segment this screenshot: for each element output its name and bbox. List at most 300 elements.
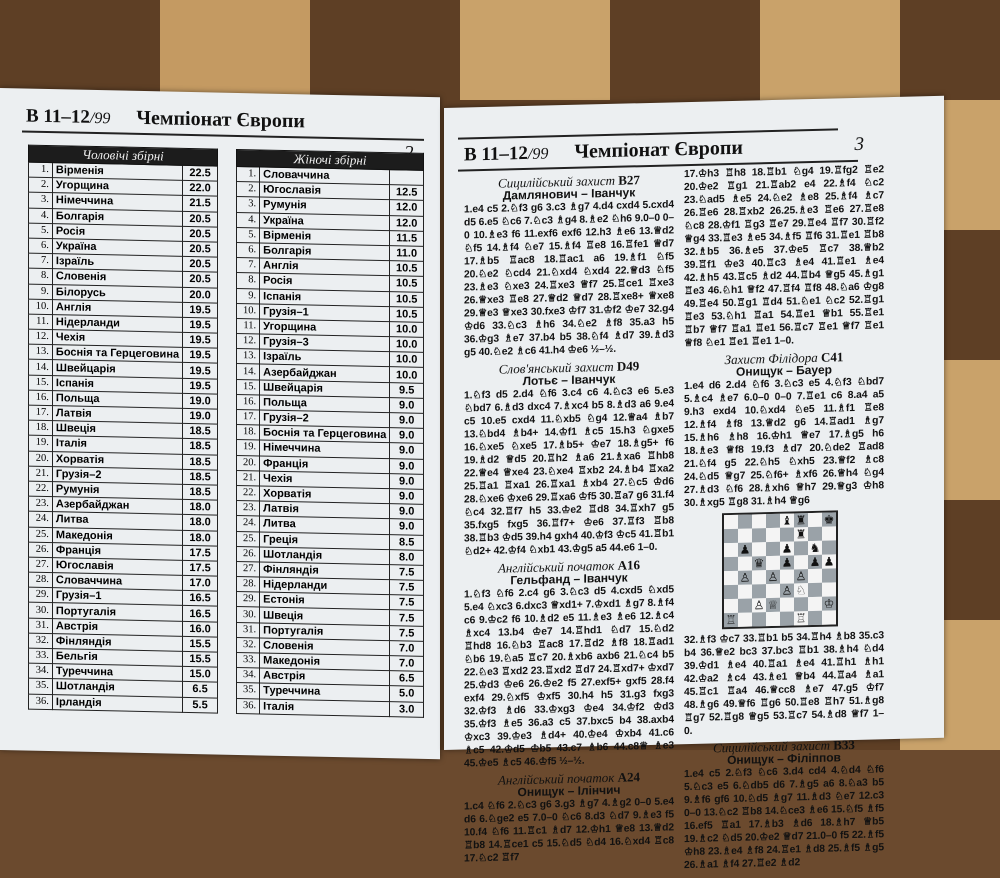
rank-cell: 35.: [237, 683, 260, 699]
country-cell: Фінляндія: [260, 562, 390, 580]
points-cell: [390, 170, 424, 186]
points-cell: 9.0: [390, 504, 424, 520]
board-square: [724, 557, 738, 571]
points-cell: 6.5: [183, 682, 218, 698]
rank-cell: 33.: [237, 652, 260, 668]
country-cell: Румунія: [52, 482, 182, 500]
rank-cell: 30.: [237, 607, 260, 623]
country-cell: Німеччина: [260, 440, 390, 458]
points-cell: 5.5: [183, 697, 218, 713]
rank-cell: 16.: [237, 394, 260, 410]
points-cell: 7.5: [390, 625, 424, 641]
board-square: [822, 540, 836, 554]
board-square: ♖: [725, 612, 737, 628]
game-players: Онищук – Бауер: [736, 362, 832, 379]
rank-cell: 21.: [237, 470, 260, 486]
women-standings-table: [236, 149, 424, 718]
rank-cell: 28.: [29, 572, 53, 588]
points-cell: 9.0: [390, 458, 424, 474]
country-cell: Італія: [260, 699, 390, 717]
rank-cell: 15.: [237, 379, 260, 395]
rank-cell: 11.: [237, 318, 260, 334]
rank-cell: 17.: [237, 409, 260, 425]
country-cell: Білорусь: [52, 284, 182, 302]
rank-cell: 2.: [237, 182, 260, 198]
points-cell: 16.0: [183, 621, 218, 637]
opening-name: Англійський початок A24: [497, 769, 641, 788]
men-standings-table: [28, 145, 218, 714]
country-cell: Литва: [260, 516, 390, 534]
points-cell: 22.0: [183, 181, 218, 197]
board-square: ♟: [823, 554, 835, 569]
points-cell: 7.5: [390, 565, 424, 581]
background-wood-square: [460, 0, 610, 100]
game-players: Онищук – Філіппов: [727, 750, 841, 768]
country-cell: Словенія: [260, 638, 390, 656]
opening-name: Слов'янський захист D49: [498, 358, 640, 377]
points-cell: 9.0: [390, 489, 424, 505]
men-table-heading: Чоловічі збірні: [29, 145, 218, 166]
rank-cell: 27.: [237, 561, 260, 577]
points-cell: 15.0: [183, 667, 218, 683]
rank-cell: 1.: [29, 162, 53, 178]
country-cell: Грузія–1: [52, 588, 182, 606]
board-square: [738, 612, 752, 626]
rank-cell: 13.: [237, 349, 260, 365]
country-cell: Шотландія: [260, 547, 390, 565]
board-square: [724, 515, 738, 529]
board-square: ♙: [739, 570, 751, 585]
game-moves: 1.e4 c5 2.♘f3 g6 3.c3 ♗g7 4.d4 cxd4 5.cxd4 d5 6.e5 ♘c6 7.♘c3 ♗g4 8.♗e2 ♘h6 9.0–0 0–0 10.♗e3 f6 11.exf6 exf6 12.h3 ♗e6 13.♕d2 ♘f5 14.♗f4 ♘e7 15.♗f4 ♖e8 16.♖fe1 ♕d7 17.♗b5 ♖ac8 18.♖ac1 a6 19.♗f1 ♘f5 20.♘e2 ♘cd4 21.♘xd4 ♘xd4 22.♕d3 ♘f5 23.♗e3 ♘xe3 24.♖xe3 ♕f7 25.♖ce1 ♖xe3 26.♕xe3 ♖e8 27.♕d2 ♕d7 28.♖xe8+ ♕xe8 29.♕e3 ♕xe3 30.fxe3 ♔f7 31.♔f2 ♔e7 32.g4 ♔d6 33.♘c3 ♗h6 34.♘e2 ♗f8 35.a3 h5 36.♔g3 ♗e7 37.b4 b5 38.♘f4 ♗d7 39.♗d3 g5 40.♘e2 ♗c6 41.h4 ♔e6 ½–½.: [464, 199, 674, 359]
rank-cell: 25.: [237, 531, 260, 547]
country-cell: Іспанія: [52, 375, 182, 393]
board-square: [808, 611, 822, 625]
country-cell: Вірменія: [260, 228, 390, 246]
country-cell: Австрія: [260, 668, 390, 686]
country-cell: Швейцарія: [260, 380, 390, 398]
rank-cell: 7.: [237, 258, 260, 274]
board-square: ♟: [809, 554, 821, 570]
opening-name: Англійський початок A16: [497, 557, 641, 576]
country-cell: Латвія: [52, 406, 182, 424]
board-square: [724, 585, 738, 599]
points-cell: 18.5: [183, 424, 218, 440]
points-cell: 5.0: [390, 686, 424, 702]
rank-cell: 20.: [29, 451, 53, 467]
women-table-heading: Жіночі збірні: [237, 149, 424, 170]
board-square: ♟: [781, 555, 793, 570]
country-cell: Швеція: [260, 607, 390, 625]
game-moves: 17.♔h3 ♖h8 18.♖b1 ♘g4 19.♖fg2 ♖e2 20.♔e2 ♖g1 21.♖ab2 e4 22.♗f4 ♘c2 23.♘ad5 ♗e5 24.♘e2 ♗e8 25.♗f4 ♗c7 26.♖e6 28.♖xb2 26.25.♗e3 ♖e6 27.♖e8 ♘c8 28.♔f1 ♖g3 ♖e7 29.♖e4 ♖f7 30.♖f2 ♕g4 33.♖e3 ♗e5 34.♗f5 ♖f6 31.♖e1 ♖b8 32.♗b5 36.♗e5 37.♔e5 ♖c7 38.♕b2 39.♖f1 ♔e3 40.♖c3 ♗e4 41.♖e1 ♗e4 42.♗h5 43.♖c5 ♗d2 44.♖b4 ♕g5 45.♗g1 ♖e3 46.♘h1 ♕f2 47.♖f4 ♖f8 48.♘a6 ♔g8 49.♖e4 50.♖g1 ♖d4 51.♘e1 ♘c2 52.♖g1 ♖e3 53.♘h1 ♖a1 54.♖e1 ♕b1 55.♖e1 ♖b7 ♕f7 ♖a1 ♖e1 56.♖c7 ♖e1 ♕f7 ♖e1 ♕f8 ♘e1 ♖e1 ♖e1 1–0.: [684, 164, 884, 350]
points-cell: 20.5: [183, 241, 218, 257]
rank-cell: 9.: [237, 288, 260, 304]
rank-cell: 6.: [29, 238, 53, 254]
country-cell: Хорватія: [52, 451, 182, 469]
board-square: [724, 599, 738, 613]
country-cell: Польща: [52, 390, 182, 408]
game-players: Онищук – Ілінчич: [517, 782, 621, 800]
country-cell: Азербайджан: [260, 364, 390, 382]
points-cell: 20.5: [183, 211, 218, 227]
rank-cell: 14.: [237, 364, 260, 380]
country-cell: Англія: [260, 258, 390, 276]
points-cell: 9.0: [390, 443, 424, 459]
country-cell: Словаччина: [260, 167, 390, 185]
points-cell: 18.5: [183, 454, 218, 470]
games-column-right: [684, 163, 884, 872]
board-square: [724, 571, 738, 585]
country-cell: Туреччина: [52, 664, 182, 682]
rank-cell: 36.: [237, 698, 260, 714]
points-cell: 10.5: [390, 291, 424, 307]
rank-cell: 29.: [29, 587, 53, 603]
page-title: Чемпіонат Європи: [136, 106, 305, 133]
left-page: [0, 88, 440, 759]
board-square: [752, 584, 766, 598]
country-cell: Болгарія: [52, 208, 182, 226]
points-cell: 9.0: [390, 413, 424, 429]
country-cell: Хорватія: [260, 486, 390, 504]
board-square: ♟: [781, 541, 793, 556]
country-cell: Шотландія: [52, 679, 182, 697]
points-cell: 20.5: [183, 226, 218, 242]
points-cell: 9.0: [390, 473, 424, 489]
country-cell: Естонія: [260, 592, 390, 610]
points-cell: 18.0: [183, 530, 218, 546]
country-cell: Франція: [260, 456, 390, 474]
background-wood-square: [160, 0, 310, 95]
country-cell: Болгарія: [260, 243, 390, 261]
country-cell: Швейцарія: [52, 360, 182, 378]
points-cell: 7.0: [390, 656, 424, 672]
rank-cell: 3.: [237, 197, 260, 213]
rank-cell: 34.: [29, 663, 53, 679]
board-square: [724, 529, 738, 543]
rank-cell: 3.: [29, 192, 53, 208]
country-cell: Туреччина: [260, 683, 390, 701]
country-cell: Австрія: [52, 618, 182, 636]
opening-name: Сицилійський захист B33: [713, 736, 855, 756]
country-cell: Греція: [260, 531, 390, 549]
rank-cell: 23.: [29, 496, 53, 512]
board-square: ♜: [795, 513, 807, 528]
rank-cell: 35.: [29, 678, 53, 694]
country-cell: Боснія та Герцеговина: [52, 345, 182, 363]
rank-cell: 1.: [237, 166, 260, 182]
rank-cell: 33.: [29, 648, 53, 664]
rank-cell: 34.: [237, 668, 260, 684]
points-cell: 22.5: [183, 165, 218, 181]
country-cell: Македонія: [260, 653, 390, 671]
country-cell: Македонія: [52, 527, 182, 545]
country-cell: Польща: [260, 395, 390, 413]
points-cell: 12.5: [390, 185, 424, 201]
chess-diagram: [722, 510, 838, 629]
rank-cell: 28.: [237, 577, 260, 593]
points-cell: 9.0: [390, 428, 424, 444]
country-cell: Німеччина: [52, 193, 182, 211]
rank-cell: 11.: [29, 314, 53, 330]
points-cell: 16.5: [183, 606, 218, 622]
points-cell: 18.5: [183, 484, 218, 500]
country-cell: Угорщина: [260, 319, 390, 337]
country-cell: Словенія: [52, 269, 182, 287]
board-square: ♖: [795, 611, 807, 626]
rank-cell: 30.: [29, 603, 53, 619]
rank-cell: 10.: [237, 303, 260, 319]
rank-cell: 19.: [29, 435, 53, 451]
country-cell: Ізраїль: [52, 254, 182, 272]
rank-cell: 5.: [29, 223, 53, 239]
board-square: [738, 514, 752, 528]
rank-cell: 26.: [29, 542, 53, 558]
board-square: ♕: [767, 597, 779, 613]
points-cell: 10.5: [390, 306, 424, 322]
points-cell: 10.0: [390, 337, 424, 353]
board-square: [738, 556, 752, 570]
rank-cell: 7.: [29, 253, 53, 269]
points-cell: 9.0: [390, 397, 424, 413]
points-cell: 10.0: [390, 367, 424, 383]
board-square: ♔: [823, 596, 835, 611]
board-square: [766, 612, 780, 626]
points-cell: 19.5: [183, 363, 218, 379]
game-players: Дамлянович – Іванчук: [502, 185, 636, 203]
table-row: [29, 694, 218, 713]
points-cell: 17.5: [183, 560, 218, 576]
country-cell: Ізраїль: [260, 349, 390, 367]
points-cell: 9.0: [390, 519, 424, 535]
rank-cell: 13.: [29, 344, 53, 360]
country-cell: Грузія–2: [260, 410, 390, 428]
board-square: [752, 528, 766, 542]
game-moves: 1.e4 d6 2.d4 ♘f6 3.♘c3 e5 4.♘f3 ♘bd7 5.♗c4 ♗e7 6.0–0 0–0 7.♖e1 c6 8.a4 a5 9.h3 exd4 10.♘xd4 ♘e5 11.♗f1 ♖e8 12.♗f4 ♗f8 13.♕d2 g6 14.♖ad1 ♗g7 15.♗h6 ♗h8 16.♔h1 ♕e7 17.♗g5 h6 18.♗e3 ♕f8 19.f3 ♗d7 20.♘de2 ♖ad8 21.♘f4 g5 22.♘h5 ♘xh5 23.♕f2 ♗c8 24.♘d5 ♕g7 25.♘f6+ ♗xf6 26.♕h4 ♘g4 27.♗d3 ♘f6 28.♗xh6 ♕h7 29.♕g3 ♔h8 30.♗xg5 ♖g8 31.♗h4 ♕g6: [684, 376, 884, 510]
country-cell: Югославія: [52, 557, 182, 575]
rank-cell: 2.: [29, 177, 53, 193]
points-cell: 19.0: [183, 393, 218, 409]
points-cell: 8.5: [390, 534, 424, 550]
points-cell: 10.0: [390, 322, 424, 338]
board-square: [794, 555, 808, 569]
rank-cell: 16.: [29, 390, 53, 406]
points-cell: 15.5: [183, 636, 218, 652]
board-square: [780, 611, 794, 625]
opening-name: Захист Філідора C41: [724, 349, 844, 368]
rank-cell: 32.: [237, 637, 260, 653]
board-square: ♙: [753, 598, 765, 613]
points-cell: 9.5: [390, 382, 424, 398]
points-cell: 18.0: [183, 515, 218, 531]
board-square: [766, 514, 780, 528]
points-cell: 19.5: [183, 348, 218, 364]
rank-cell: 18.: [29, 420, 53, 436]
country-cell: Чехія: [52, 330, 182, 348]
game-moves: 32.♗f3 ♔c7 33.♖b1 b5 34.♖h4 ♗b8 35.c3 b4 36.♕e2 bc3 37.bc3 ♖b1 38.♗h4 ♘d4 39.♔d1 ♗e4 40.♖a1 ♗e4 41.♖h1 ♗h1 42.♔a2 ♗c4 43.♗e1 ♕b4 44.♖a4 ♗a1 45.♖c1 ♖a4 46.♕cc8 ♗e7 47.g5 ♔f7 48.♗g6 49.♕f6 ♖g6 50.♖e8 ♖h7 51.♗g8 ♖g7 52.♖g8 ♕g5 53.♖c7 54.♗d8 ♕f7 1–0.: [684, 630, 884, 738]
board-square: [752, 612, 766, 626]
country-cell: Росія: [260, 273, 390, 291]
country-cell: Нідерланди: [52, 314, 182, 332]
rank-cell: 26.: [237, 546, 260, 562]
country-cell: Латвія: [260, 501, 390, 519]
country-cell: Іспанія: [260, 288, 390, 306]
page-title: Чемпіонат Європи: [574, 136, 743, 163]
points-cell: 18.5: [183, 439, 218, 455]
points-cell: 10.5: [390, 276, 424, 292]
board-square: [794, 597, 808, 611]
points-cell: 20.5: [183, 256, 218, 272]
rank-cell: 12.: [237, 334, 260, 350]
country-cell: Україна: [52, 239, 182, 257]
board-square: [752, 570, 766, 584]
country-cell: Португалія: [260, 623, 390, 641]
game-moves: 1.♘f3 d5 2.d4 ♘f6 3.c4 c6 4.♘c3 e6 5.e3 ♘bd7 6.♗d3 dxc4 7.♗xc4 b5 8.♗d3 a6 9.e4 c5 10.e5 cxd4 11.♘xb5 ♘g4 12.♕a4 ♗b7 13.♘bd4 ♗b4+ 14.♔f1 ♗c5 15.h3 ♘gxe5 16.♘xe5 ♘xe5 17.♗b5+ ♔e7 18.♗g5+ f6 19.♗d2 ♕d5 20.♖h2 ♗a6 21.♗xa6 ♖hb8 22.♕e4 ♕xe4 23.♘xe4 ♖xb2 24.♗b4 ♖xa2 25.♖a1 ♖xa1 26.♖xa1 ♗xb4 27.♘c5 ♔d6 28.♘xe6 ♔xe6 29.♖xa6 ♔f5 30.♖a7 g6 31.f4 ♘c4 32.♖f7 h5 33.♔e2 ♖d8 34.♖xh7 g5 35.fxg5 fxg5 36.♖f7+ ♔e6 37.♖f3 ♖b8 38.♖b3 ♔d5 39.h4 gxh4 40.♔f3 ♔c5 41.♖b1 ♘d2+ 42.♔f4 ♘xb1 43.♔g5 a5 44.e6 1–0.: [464, 385, 674, 558]
board-square: [766, 584, 780, 598]
points-cell: 19.5: [183, 302, 218, 318]
board-square: [808, 569, 822, 583]
points-cell: 11.0: [390, 246, 424, 262]
country-cell: Бельгія: [52, 649, 182, 667]
rank-cell: 22.: [237, 485, 260, 501]
country-cell: Грузія–3: [260, 334, 390, 352]
points-cell: 21.5: [183, 196, 218, 212]
country-cell: Грузія–2: [52, 466, 182, 484]
game-moves: 1.c4 ♘f6 2.♘c3 g6 3.g3 ♗g7 4.♗g2 0–0 5.e4 d6 6.♘ge2 e5 7.0–0 ♘c6 8.d3 ♘d7 9.♗e3 f5 10.f4 ♘f6 11.♖c1 ♗d7 12.♔h1 ♕e8 13.♕d2 ♖b8 14.♖ce1 c5 15.♘d5 ♘d4 16.♘xd4 ♖c8 17.♘c2 ♖f7: [464, 796, 674, 865]
board-square: [822, 610, 836, 624]
game-moves: 1.e4 c5 2.♘f3 ♘c6 3.d4 cd4 4.♘d4 ♘f6 5.♘c3 e5 6.♘db5 d6 7.♗g5 a6 8.♘a3 b5 9.♗f6 gf6 10.♘d5 ♗g7 11.♗d3 ♘e7 12.c3 0–0 13.♘c2 ♖b8 14.♘ce3 ♗e6 15.♘f5 ♗f5 16.ef5 ♖a1 17.♗b3 ♗d6 18.♗h7 ♕b5 19.♗c2 ♘d5 20.♔e2 ♕d7 21.0–0 f5 22.♗f5 ♔h8 23.♗e4 ♗f8 24.♖e1 ♗d8 25.♗f5 ♗g5 26.♗a1 ♗f4 27.♖e2 ♗d2: [684, 764, 884, 872]
rank-cell: 27.: [29, 557, 53, 573]
points-cell: 17.0: [183, 575, 218, 591]
points-cell: 18.0: [183, 499, 218, 515]
points-cell: 7.5: [390, 595, 424, 611]
board-square: [808, 513, 822, 527]
board-square: [808, 527, 822, 541]
board-square: [766, 542, 780, 556]
rank-cell: 32.: [29, 633, 53, 649]
country-cell: Франція: [52, 542, 182, 560]
rank-cell: 14.: [29, 360, 53, 376]
rank-cell: 10.: [29, 299, 53, 315]
rank-cell: 5.: [237, 227, 260, 243]
rank-cell: 21.: [29, 466, 53, 482]
diagram-slot: [684, 505, 884, 634]
points-cell: 20.0: [183, 287, 218, 303]
opening-name: Сицилійський захист B27: [498, 172, 640, 191]
rank-cell: 29.: [237, 592, 260, 608]
points-cell: 8.0: [390, 549, 424, 565]
points-cell: 7.0: [390, 640, 424, 656]
board-square: ♜: [795, 527, 807, 542]
points-cell: 3.0: [390, 701, 424, 717]
board-square: [780, 597, 794, 611]
rank-cell: 19.: [237, 440, 260, 456]
country-cell: Ірландія: [52, 694, 182, 712]
points-cell: 15.5: [183, 651, 218, 667]
rank-cell: 25.: [29, 527, 53, 543]
rank-cell: 24.: [29, 511, 53, 527]
country-cell: Литва: [52, 512, 182, 530]
board-square: ♚: [823, 512, 835, 527]
points-cell: 12.0: [390, 215, 424, 231]
rank-cell: 23.: [237, 501, 260, 517]
points-cell: 16.5: [183, 591, 218, 607]
country-cell: Грузія–1: [260, 304, 390, 322]
board-square: [822, 582, 836, 596]
points-cell: 20.5: [183, 272, 218, 288]
board-square: [752, 542, 766, 556]
board-square: [808, 597, 822, 611]
page-number-right: 3: [854, 133, 864, 155]
rank-cell: 8.: [29, 268, 53, 284]
country-cell: Югославія: [260, 182, 390, 200]
points-cell: 6.5: [390, 671, 424, 687]
points-cell: 19.5: [183, 378, 218, 394]
country-cell: Боснія та Герцеговина: [260, 425, 390, 443]
country-cell: Україна: [260, 213, 390, 231]
game-players: Лотьє – Іванчук: [522, 371, 616, 389]
board-square: [780, 527, 794, 541]
points-cell: 10.0: [390, 352, 424, 368]
board-square: [766, 528, 780, 542]
rank-cell: 31.: [237, 622, 260, 638]
points-cell: 19.5: [183, 332, 218, 348]
board-square: [738, 598, 752, 612]
rank-cell: 20.: [237, 455, 260, 471]
rank-cell: 6.: [237, 242, 260, 258]
points-cell: 11.5: [390, 230, 424, 246]
rank-cell: 31.: [29, 618, 53, 634]
board-square: ♙: [795, 569, 807, 584]
rank-cell: 8.: [237, 273, 260, 289]
points-cell: 17.5: [183, 545, 218, 561]
points-cell: 10.5: [390, 261, 424, 277]
points-cell: 18.5: [183, 469, 218, 485]
issue-number: B 11–12/99: [26, 105, 111, 128]
rank-cell: 24.: [237, 516, 260, 532]
board-square: [766, 556, 780, 570]
country-cell: Словаччина: [52, 573, 182, 591]
country-cell: Вірменія: [52, 163, 182, 181]
points-cell: 19.5: [183, 317, 218, 333]
country-cell: Росія: [52, 223, 182, 241]
board-square: [822, 526, 836, 540]
board-square: ♙: [781, 583, 793, 598]
games-column-left: [464, 168, 674, 865]
points-cell: 7.5: [390, 610, 424, 626]
board-square: [752, 514, 766, 528]
rank-cell: 22.: [29, 481, 53, 497]
background-wood-square: [760, 0, 900, 100]
rank-cell: 17.: [29, 405, 53, 421]
country-cell: Нідерланди: [260, 577, 390, 595]
country-cell: Чехія: [260, 471, 390, 489]
points-cell: 19.0: [183, 408, 218, 424]
country-cell: Португалія: [52, 603, 182, 621]
country-cell: Азербайджан: [52, 497, 182, 515]
rank-cell: 15.: [29, 375, 53, 391]
board-square: ♟: [739, 542, 751, 557]
country-cell: Англія: [52, 299, 182, 317]
rank-cell: 9.: [29, 284, 53, 300]
board-square: ♘: [795, 583, 807, 598]
right-page: [444, 96, 944, 872]
points-cell: 7.5: [390, 580, 424, 596]
board-square: [808, 583, 822, 597]
country-cell: Швеція: [52, 421, 182, 439]
board-square: ♙: [767, 569, 779, 585]
rank-cell: 18.: [237, 425, 260, 441]
rank-cell: 12.: [29, 329, 53, 345]
game-players: Гельфанд – Іванчук: [510, 570, 628, 588]
